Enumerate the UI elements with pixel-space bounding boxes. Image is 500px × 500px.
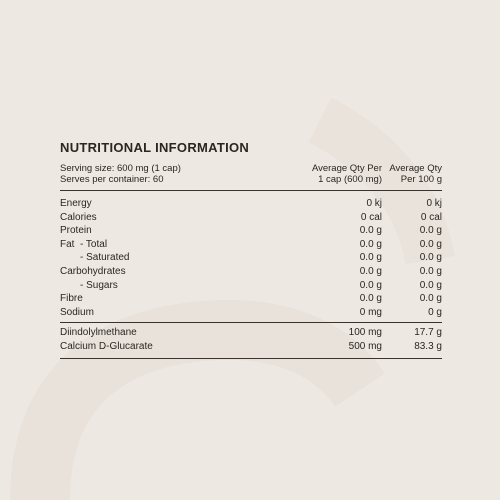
col-per-serve-header-2: 1 cap (600 mg) <box>318 174 382 185</box>
table-row: Diindolylmethane 100 mg 17.7 g <box>60 327 442 339</box>
nutrients-section <box>60 191 442 319</box>
table-row: - Saturated 0.0 g 0.0 g <box>80 252 442 264</box>
table-header <box>60 163 442 191</box>
table-row: Fat - Total 0.0 g 0.0 g <box>60 238 442 250</box>
table-row: Protein 0.0 g 0.0 g <box>60 225 442 237</box>
panel-title: NUTRITIONAL INFORMATION <box>60 140 250 155</box>
actives-section <box>60 323 442 358</box>
table-row: Calories 0 cal 0 cal <box>60 211 442 223</box>
table-row: Energy 0 kj 0 kj <box>60 198 442 209</box>
table-row: Fibre 0.0 g 0.0 g <box>60 293 442 305</box>
col-per-serve-header-1: Average Qty Per <box>311 163 382 174</box>
serves-per-container: Serves per container: 60 <box>60 174 164 185</box>
nutrition-panel <box>60 140 442 359</box>
serving-size: Serving size: 600 mg (1 cap) <box>60 163 181 174</box>
col-per-100g-header-2: Per 100 g <box>400 174 442 185</box>
table-row: - Sugars 0.0 g 0.0 g <box>80 279 442 291</box>
table-row: Carbohydrates 0.0 g 0.0 g <box>60 265 442 277</box>
col-per-100g-header-1: Average Qty <box>389 163 442 174</box>
table-row: Calcium D-Glucarate 500 mg 83.3 g <box>60 340 442 352</box>
table-row: Sodium 0 mg 0 g <box>60 306 442 318</box>
